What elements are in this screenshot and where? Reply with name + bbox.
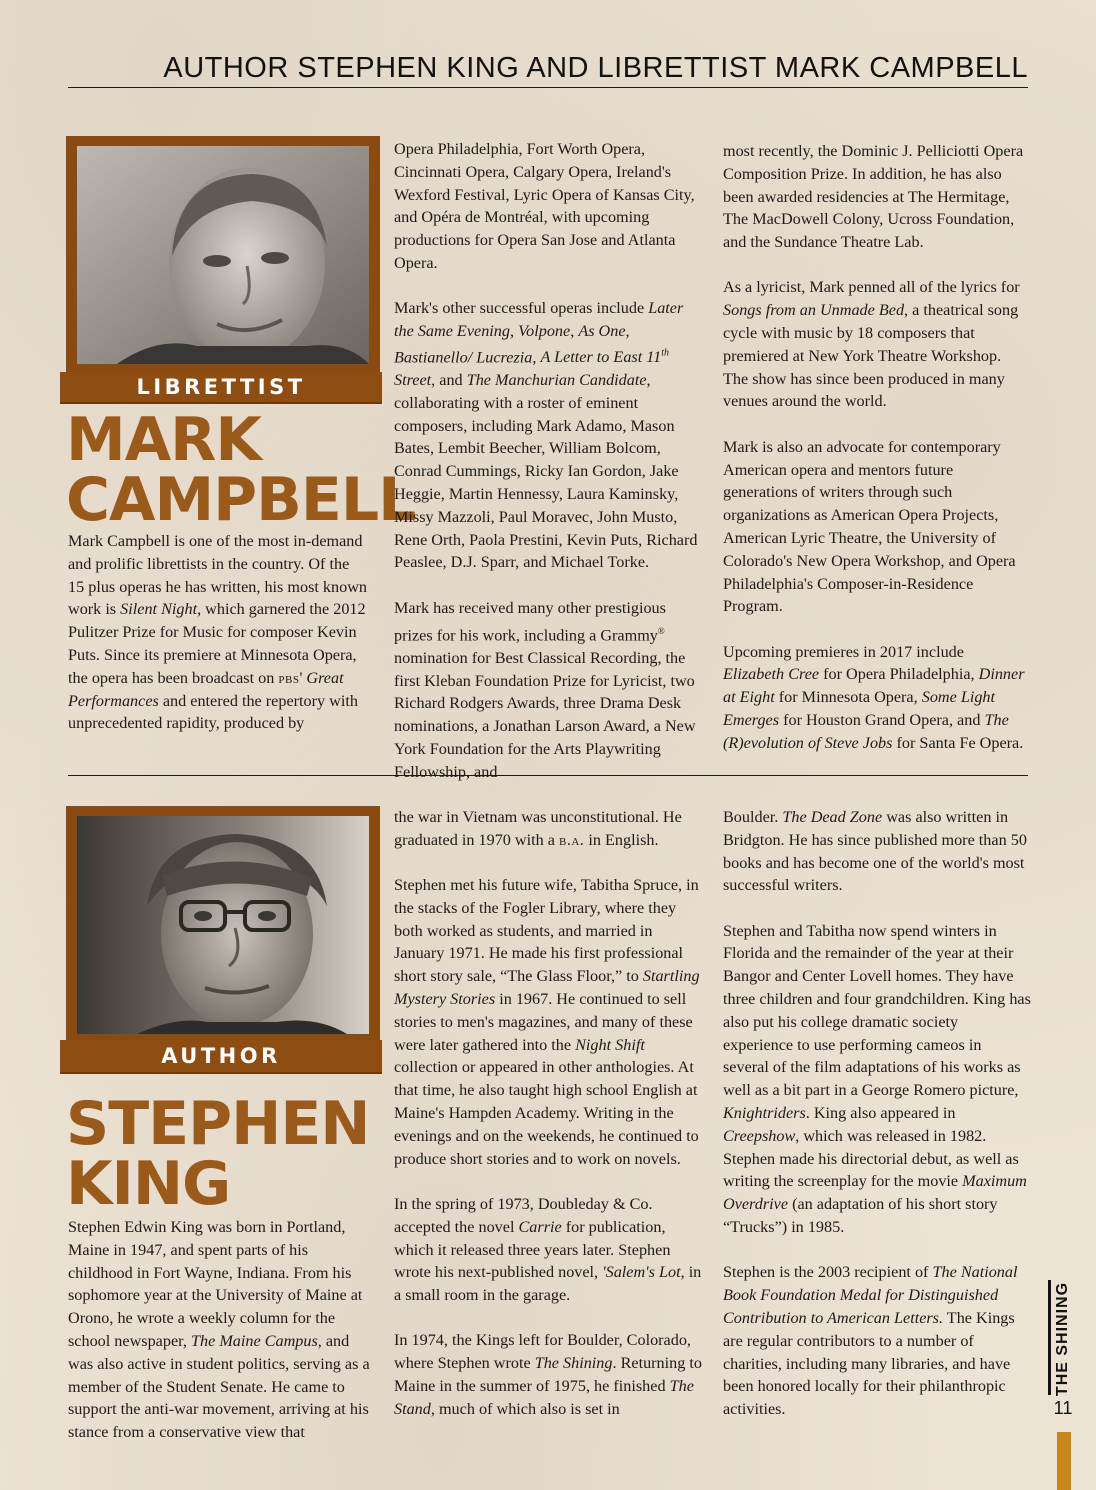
- campbell-col2-paragraph-2: [394, 297, 706, 574]
- king-name-line2: KING: [66, 1149, 231, 1219]
- king-col2-paragraph-4: [394, 1329, 706, 1420]
- work-title: Startling Mystery Stories: [394, 967, 700, 1009]
- text: , and: [431, 371, 467, 390]
- text: Stephen and Tabitha now spend winters in Florida and the remainder of the year at their Bangor and Center Lovell homes. They have three children and four grandchildren. King has also put his college dramatic society experience to use performing cameos in several of the film adaptations of his works as well as a bit part in a George Romero picture,: [723, 921, 1031, 1100]
- text: Mark Campbell is one of the most in-demand and prolific librettists in the country. Of the 15 plus operas he has written, his most known work is: [68, 532, 367, 619]
- text: ': [299, 668, 307, 687]
- work-title: Songs from an Unmade Bed: [723, 301, 905, 320]
- page-number: 11: [1053, 1398, 1073, 1418]
- king-col3-paragraph-1: [723, 806, 1031, 897]
- work-title: 'Salem's Lot: [602, 1263, 681, 1282]
- campbell-column-1: [68, 530, 368, 735]
- work-title: The Dead Zone: [782, 808, 883, 826]
- campbell-col3-paragraph-3: Mark is also an advocate for contemporary American opera and mentors future generations of writers through such organizations as American Opera Projects, American Lyric Theatre, the University of Colorado's New Opera Workshop, and Opera Philadelphia's Composer-in-Residence Program.: [723, 437, 1016, 616]
- work-title: Maximum Overdrive: [723, 1172, 1027, 1214]
- work-title: Great Performances: [68, 668, 344, 710]
- king-col1-paragraph: [68, 1216, 372, 1444]
- section-divider: [68, 775, 1028, 776]
- text: A Letter to East 11: [540, 348, 662, 367]
- campbell-role-banner: LIBRETTIST: [60, 372, 382, 402]
- text: was also written in Bridgton. He has since published more than 50 books and has become one of the world's most successful writers.: [723, 808, 1027, 895]
- campbell-col3-paragraph-2: [723, 276, 1029, 413]
- campbell-column-3: [723, 140, 1029, 755]
- degree-abbrev: b.a.: [558, 830, 585, 849]
- campbell-name-line2: CAMPBELL: [66, 465, 416, 535]
- text: Stephen met his future wife, Tabitha Spruce, in the stacks of the Fogler Library, where they both worked as students, and married in January 1971. He made his first professional short story sale, “The Glass Floor,” to: [394, 876, 699, 986]
- king-col2-paragraph-1: [394, 806, 706, 852]
- work-title: As One: [578, 322, 626, 341]
- work-title: The Manchurian Candidate: [466, 371, 647, 390]
- text: , in a small room in the garage.: [394, 1263, 702, 1305]
- page-edge-bar: [1057, 1432, 1071, 1490]
- king-column-1: [68, 1216, 372, 1444]
- campbell-name-line1: MARK: [66, 405, 261, 475]
- king-col2-paragraph-2: [394, 874, 706, 1170]
- campbell-column-2: [394, 138, 706, 784]
- work-title: Bastianello/ Lucrezia: [394, 348, 533, 367]
- work-title: The Maine Campus: [190, 1331, 318, 1350]
- text: for Santa Fe Opera.: [892, 733, 1024, 752]
- king-photo: [77, 816, 369, 1034]
- text: ,: [532, 348, 541, 367]
- text: for Houston Grand Opera, and: [779, 711, 985, 730]
- campbell-col3-paragraph-1: most recently, the Dominic J. Pelliciotti Opera Composition Prize. In addition, he has also been awarded residencies at The Hermitage, The MacDowell Colony, Ucross Foundation, and the Sundance Theatre Lab.: [723, 142, 1024, 252]
- work-title: Later the Same Evening: [394, 299, 684, 341]
- text: ,: [509, 322, 519, 341]
- work-title: The Stand: [394, 1377, 694, 1418]
- text: the war in Vietnam was unconstitutional. He graduated in 1970 with a: [394, 808, 682, 849]
- text: for Opera Philadelphia,: [819, 665, 979, 684]
- text: , collaborating with a roster of eminent composers, including Mark Adamo, Mason Bates, Lembit Beecher, William Bolcom, Conrad Cummings, Ricky Ian Gordon, Jake Heggie, Martin Hennessy, Laura Kaminsky, Missy Mazzoli, Paul Moravec, John Musto, Rene Orth, Paola Prestini, Kevin Puts, Richard Peaslee, D.J. Sparr, and Michael Torke.: [394, 371, 698, 572]
- text: in 1967. He continued to sell stories to men's magazines, and many of these were later gathered into the: [394, 990, 693, 1054]
- text: and entered the repertory with unprecedented rapidity, produced by: [68, 691, 358, 733]
- work-title: Knightriders: [723, 1104, 806, 1123]
- sidebar-publication-title: [1042, 1281, 1084, 1397]
- text: for publication, which it released three years later. Stephen wrote his next-published novel,: [394, 1217, 671, 1282]
- text: , and was also active in student politics, serving as a member of the Student Senate. He came to support the anti-war movement, arriving at his stance from a conservative view that: [68, 1331, 370, 1442]
- text: Upcoming premieres in 2017 include: [723, 642, 964, 661]
- text: ,: [625, 322, 630, 341]
- text: nomination for Best Classical Recording, the first Kleban Foundation Prize for Lyricist, two Richard Rodgers Awards, three Drama Desk nominations, a Jonathan Larson Award, a New York Foundation for the Arts Playwriting Fellowship, and: [394, 648, 696, 781]
- superscript: th: [661, 347, 670, 359]
- campbell-col1-paragraph: [68, 530, 368, 735]
- text: Mark's other successful operas include: [394, 299, 649, 318]
- king-role-banner: AUTHOR: [60, 1040, 382, 1072]
- work-title: Volpone: [518, 322, 571, 341]
- text: collection or appeared in other anthologies. At that time, he also taught high school English at Maine's Hampden Academy. Writing in the evenings and on the weekends, he continued to produce short stories and to work on novels.: [394, 1058, 699, 1168]
- work-title: The Shining: [534, 1354, 613, 1373]
- text: Boulder.: [723, 808, 783, 826]
- text: . Returning to Maine in the summer of 1975, he finished: [394, 1354, 702, 1396]
- work-title: The (R)evolution of Steve Jobs: [723, 711, 1009, 752]
- text: , which was released in 1982. Stephen made his directorial debut, as well as writing the screenplay for the movie: [723, 1126, 1019, 1191]
- text: Stephen Edwin King was born in Portland, Maine in 1947, and spent parts of his childhood in Fort Wayne, Indiana. From his sophomore year at the University of Maine at Orono, he wrote a weekly column for the school newspaper,: [68, 1218, 363, 1350]
- work-title: Creepshow: [723, 1126, 796, 1145]
- campbell-photo: [77, 146, 369, 364]
- text: In the spring of 1973, Doubleday & Co. accepted the novel: [394, 1194, 653, 1236]
- pbs-abbrev: pbs: [278, 668, 300, 687]
- text: Mark has received many other prestigious prizes for his work, including a Grammy: [394, 598, 666, 644]
- work-title: Some Light Emerges: [723, 688, 996, 730]
- text: , a theatrical song cycle with music by 18 composers that premiered at New York Theatre Workshop. The show has since been produced in many venues around the world.: [723, 301, 1019, 411]
- king-col2-paragraph-3: [394, 1193, 706, 1307]
- text: , which garnered the 2012 Pulitzer Prize for Music for composer Kevin Puts. Since its premiere at Minnesota Opera, the opera has been broadcast on: [68, 600, 366, 687]
- campbell-col2-paragraph-1: Opera Philadelphia, Fort Worth Opera, Cincinnati Opera, Calgary Opera, Ireland's Wexford Festival, Lyric Opera of Kansas City, and Opéra de Montréal, with upcoming productions for Opera San Jose and Atlanta Opera.: [394, 140, 695, 272]
- campbell-col2-paragraph-3: [394, 597, 706, 784]
- sidebar-title-text: THE SHINING: [1054, 1281, 1071, 1397]
- text: ,: [570, 322, 579, 341]
- page-header-title: AUTHOR STEPHEN KING AND LIBRETTIST MARK CAMPBELL: [68, 52, 1028, 88]
- registered-mark: ®: [657, 625, 665, 636]
- work-title: The National Book Foundation Medal for Distinguished Contribution to American Letters.: [723, 1263, 1018, 1327]
- campbell-name-heading: [66, 405, 416, 535]
- text: In 1974, the Kings left for Boulder, Colorado, where Stephen wrote: [394, 1331, 691, 1373]
- text: (an adaptation of his short story “Trucks”) in 1985.: [723, 1195, 998, 1237]
- king-col3-paragraph-3: [723, 1261, 1031, 1421]
- text: Stephen is the 2003 recipient of: [723, 1263, 933, 1282]
- king-column-3: [723, 806, 1031, 1421]
- work-title: Elizabeth Cree: [723, 665, 820, 684]
- text: Street: [394, 371, 432, 390]
- text: , much of which also is set in: [430, 1399, 620, 1418]
- work-title: Carrie: [518, 1217, 562, 1236]
- work-title: Night Shift: [575, 1035, 645, 1054]
- text: for Minnesota Opera,: [774, 688, 922, 707]
- work-title: Dinner at Eight: [723, 665, 1025, 707]
- text: in English.: [584, 830, 659, 849]
- king-name-line1: STEPHEN: [66, 1089, 370, 1159]
- king-column-2: [394, 806, 706, 1421]
- campbell-col3-paragraph-4: [723, 641, 1029, 755]
- text: . King also appeared in: [805, 1104, 956, 1123]
- text: The Kings are regular contributors to a number of charities, including many libraries, and have been honored locally for their philanthropic activities.: [723, 1308, 1015, 1419]
- king-col3-paragraph-2: [723, 920, 1031, 1239]
- work-title: Silent Night: [120, 600, 198, 619]
- king-name-heading: [66, 1089, 370, 1219]
- text: As a lyricist, Mark penned all of the lyrics for: [723, 278, 1020, 297]
